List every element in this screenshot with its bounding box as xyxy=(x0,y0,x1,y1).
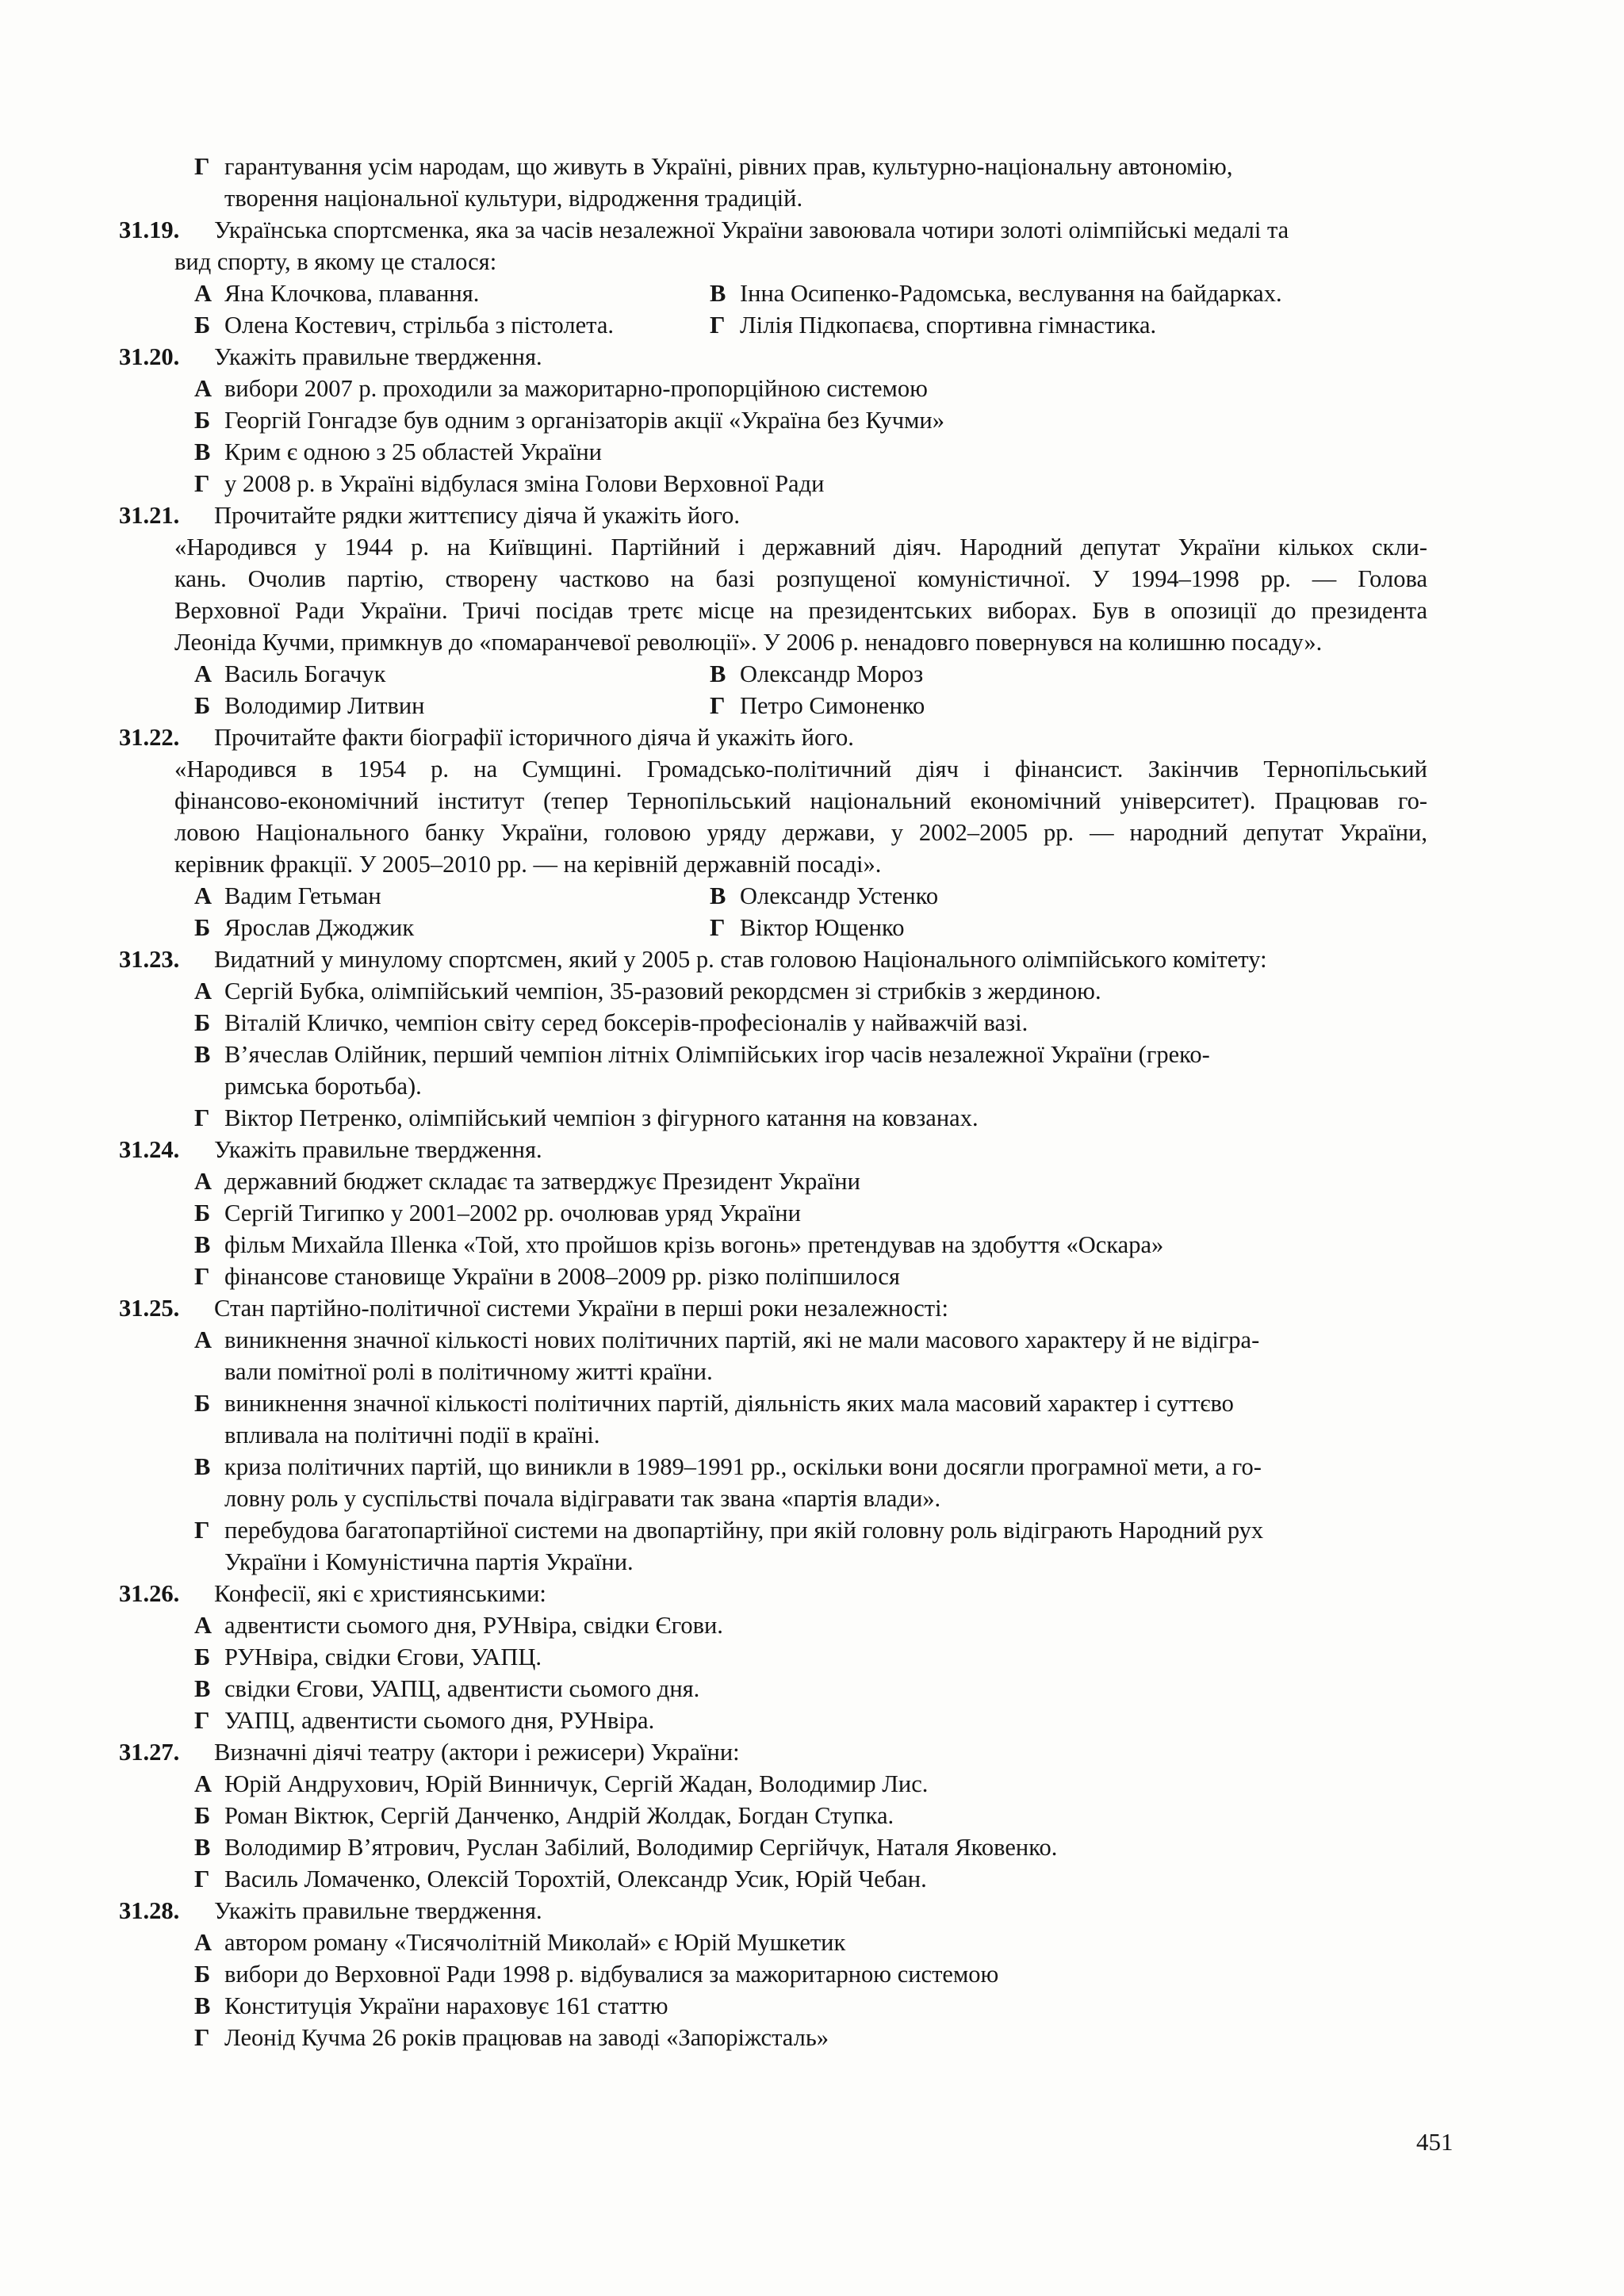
quote-line: «Народився у 1944 р. на Київщині. Партійний і державний діяч. Народний депутат України кількох скли- xyxy=(174,534,1427,561)
option-text: гарантування усім народам, що живуть в Україні, рівних прав, культурно-національну автономію, xyxy=(224,153,1233,180)
option-letter: В xyxy=(194,1453,211,1480)
question-number: 31.28. xyxy=(119,1897,180,1924)
option-letter: А xyxy=(194,1326,213,1353)
option-letter: Б xyxy=(194,1390,211,1417)
option-letter: А xyxy=(194,660,213,687)
option-item xyxy=(119,975,1427,1007)
quote-line: керівник фракції. У 2005–2010 рр. — на керівній державній посаді». xyxy=(174,851,882,878)
question-number: 31.20. xyxy=(119,343,180,370)
option-text: Сергій Бубка, олімпійський чемпіон, 35-разовий рекордсмен зі стрибків з жердиною. xyxy=(224,978,1101,1004)
question-text: Видатний у минулому спортсмен, який у 2005 р. став головою Національного олімпійського комітету: xyxy=(214,946,1267,973)
option-text-cont: України і Комуністична партія України. xyxy=(224,1548,634,1575)
option-item xyxy=(119,436,1427,468)
option-row xyxy=(119,309,1427,341)
intro-option xyxy=(119,151,1427,182)
option-letter: А xyxy=(194,375,213,402)
question-31-26 xyxy=(119,1578,1427,1609)
option-letter: Г xyxy=(710,692,726,719)
option-item xyxy=(119,1927,1427,1958)
option-item xyxy=(119,1768,1427,1800)
option-item xyxy=(119,1229,1427,1261)
question-text-cont: вид спорту, в якому це сталося: xyxy=(174,248,497,275)
option-text: Василь Богачук xyxy=(224,660,386,687)
option-item xyxy=(119,1514,1427,1546)
option-row xyxy=(119,912,1427,943)
question-number: 31.23. xyxy=(119,946,180,973)
option-letter: А xyxy=(194,1770,213,1797)
option-item xyxy=(119,1387,1427,1419)
question-text: Прочитайте рядки життєпису діяча й укажіть його. xyxy=(214,502,741,529)
option-item xyxy=(119,1641,1427,1673)
option-text: В’ячеслав Олійник, перший чемпіон літніх Олімпійських ігор часів незалежної України (греко- xyxy=(224,1041,1210,1068)
option-letter: В xyxy=(194,438,211,465)
question-31-22 xyxy=(119,721,1427,753)
option-row xyxy=(119,658,1427,690)
option-text: Віталій Кличко, чемпіон світу серед боксерів-професіоналів у найважчій вазі. xyxy=(224,1009,1028,1036)
option-letter: Б xyxy=(194,312,211,339)
option-text: Георгій Гонгадзе був одним з організаторів акції «Україна без Кучми» xyxy=(224,407,944,434)
option-text-cont: впливала на політичні події в країні. xyxy=(224,1422,600,1448)
question-text: Укажіть правильне твердження. xyxy=(214,343,542,370)
question-text: Прочитайте факти біографії історичного діяча й укажіть його. xyxy=(214,724,854,751)
option-item xyxy=(119,1197,1427,1229)
option-text: Василь Ломаченко, Олексій Торохтій, Олександр Усик, Юрій Чебан. xyxy=(224,1866,927,1892)
option-text: РУНвіра, свідки Єгови, УАПЦ. xyxy=(224,1644,542,1670)
option-item xyxy=(119,1863,1427,1895)
biography-quote xyxy=(119,753,1427,880)
option-text: Володимир В’ятрович, Руслан Забілий, Володимир Сергійчук, Наталя Яковенко. xyxy=(224,1834,1058,1861)
option-letter: Г xyxy=(710,312,726,339)
option-item xyxy=(119,1007,1427,1039)
question-text: Визначні діячі театру (актори і режисери) України: xyxy=(214,1739,740,1766)
option-text: Олександр Устенко xyxy=(740,882,939,909)
quote-line: Леоніда Кучми, примкнув до «помаранчевої революції». У 2006 р. ненадовго повернувся на колишню посаду». xyxy=(174,629,1323,656)
option-text: Леонід Кучма 26 років працював на заводі «Запоріжсталь» xyxy=(224,2024,829,2051)
option-letter: Г xyxy=(194,1866,210,1892)
quote-line: кань. Очолив партію, створену частково на базі розпущеної комуністичної. У 1994–1998 рр. — Голова xyxy=(174,565,1427,592)
quote-line: «Народився в 1954 р. на Сумщині. Громадсько-політичний діяч і фінансист. Закінчив Тернопільський xyxy=(174,756,1427,783)
option-item xyxy=(119,1831,1427,1863)
option-text: Інна Осипенко-Радомська, веслування на байдарках. xyxy=(740,280,1282,307)
option-text: фільм Михайла Illенка «Той, хто пройшов крізь вогонь» претендував на здобуття «Оскара» xyxy=(224,1231,1164,1258)
option-text: Конституція України нараховує 161 статтю xyxy=(224,1992,668,2019)
option-letter: Г xyxy=(194,470,210,497)
option-item xyxy=(119,1705,1427,1736)
option-text: Вадим Гетьман xyxy=(224,882,381,909)
option-letter: В xyxy=(710,882,726,909)
option-item xyxy=(119,1102,1427,1134)
option-letter: А xyxy=(194,1612,213,1639)
page-content xyxy=(119,151,1427,2053)
option-item xyxy=(119,1673,1427,1705)
option-text: перебудова багатопартійної системи на двопартійну, при якій головну роль відіграють Народний рух xyxy=(224,1517,1264,1544)
option-item xyxy=(119,2022,1427,2053)
option-item xyxy=(119,373,1427,404)
option-text: Лілія Підкопаєва, спортивна гімнастика. xyxy=(740,312,1157,339)
option-text: фінансове становище України в 2008–2009 рр. різко поліпшилося xyxy=(224,1263,900,1290)
option-letter: В xyxy=(194,1041,211,1068)
option-item xyxy=(119,1609,1427,1641)
question-31-28 xyxy=(119,1895,1427,1927)
option-letter: Г xyxy=(194,1104,210,1131)
option-letter: В xyxy=(194,1992,211,2019)
option-item xyxy=(119,1261,1427,1292)
option-letter: А xyxy=(194,1929,213,1956)
option-letter: Б xyxy=(194,1009,211,1036)
question-text: Конфесії, які є християнськими: xyxy=(214,1580,546,1607)
question-number: 31.26. xyxy=(119,1580,180,1607)
option-text: Ярослав Джоджик xyxy=(224,914,415,941)
question-31-23 xyxy=(119,943,1427,975)
option-letter: Г xyxy=(194,1707,210,1734)
option-text: державний бюджет складає та затверджує Президент України xyxy=(224,1168,860,1195)
option-letter: А xyxy=(194,978,213,1004)
question-31-25 xyxy=(119,1292,1427,1324)
question-text: Укажіть правильне твердження. xyxy=(214,1897,542,1924)
option-text: адвентисти сьомого дня, РУНвіра, свідки Єгови. xyxy=(224,1612,723,1639)
question-31-20 xyxy=(119,341,1427,373)
option-row xyxy=(119,277,1427,309)
option-text: Володимир Литвин xyxy=(224,692,425,719)
option-item xyxy=(119,404,1427,436)
option-text: Юрій Андрухович, Юрій Винничук, Сергій Жадан, Володимир Лис. xyxy=(224,1770,929,1797)
option-text-cont: римська боротьба). xyxy=(224,1073,422,1100)
option-text-cont: ловну роль у суспільстві почала відігравати так звана «партія влади». xyxy=(224,1485,941,1512)
option-letter: Г xyxy=(194,153,210,180)
option-text-cont: творення національної культури, відродження традицій. xyxy=(224,185,803,212)
option-letter: Б xyxy=(194,914,211,941)
option-letter: Г xyxy=(194,2024,210,2051)
option-item xyxy=(119,1451,1427,1483)
option-letter: Б xyxy=(194,692,211,719)
quote-line: Верховної Ради України. Тричі посідав третє місце на президентських виборах. Був в опозиції до президента xyxy=(174,597,1427,624)
option-row xyxy=(119,690,1427,721)
question-number: 31.24. xyxy=(119,1136,180,1163)
option-text: автором роману «Тисячолітній Миколай» є Юрій Мушкетик xyxy=(224,1929,846,1956)
option-text: виникнення значної кількості політичних партій, діяльність яких мала масовий характер і суттєво xyxy=(224,1390,1234,1417)
option-item xyxy=(119,1800,1427,1831)
quote-line: ловою Національного банку України, головою уряду держави, у 2002–2005 рр. — народний депутат України, xyxy=(174,819,1427,846)
option-text: вибори до Верховної Ради 1998 р. відбувалися за мажоритарною системою xyxy=(224,1961,999,1988)
question-text: Укажіть правильне твердження. xyxy=(214,1136,542,1163)
option-text: Віктор Петренко, олімпійський чемпіон з фігурного катання на ковзанах. xyxy=(224,1104,979,1131)
option-text: криза політичних партій, що виникли в 1989–1991 рр., оскільки вони досягли програмної мети, а го- xyxy=(224,1453,1262,1480)
option-letter: А xyxy=(194,1168,213,1195)
option-item xyxy=(119,1958,1427,1990)
option-letter: Б xyxy=(194,1644,211,1670)
question-text: Українська спортсменка, яка за часів незалежної України завоювала чотири золоті олімпійські медалі та xyxy=(214,216,1289,243)
option-text: Олександр Мороз xyxy=(740,660,924,687)
option-text: Віктор Ющенко xyxy=(740,914,905,941)
option-letter: Б xyxy=(194,1802,211,1829)
option-text: Олена Костевич, стрільба з пістолета. xyxy=(224,312,614,339)
option-text: Крим є одною з 25 областей України xyxy=(224,438,602,465)
option-item xyxy=(119,468,1427,499)
option-row xyxy=(119,880,1427,912)
option-letter: Б xyxy=(194,407,211,434)
question-number: 31.22. xyxy=(119,724,180,751)
option-letter: В xyxy=(710,660,726,687)
option-letter: Б xyxy=(194,1961,211,1988)
option-text: Роман Віктюк, Сергій Данченко, Андрій Жолдак, Богдан Ступка. xyxy=(224,1802,894,1829)
option-item xyxy=(119,1324,1427,1356)
option-letter: Г xyxy=(710,914,726,941)
option-item xyxy=(119,1990,1427,2022)
option-item xyxy=(119,1039,1427,1070)
option-letter: В xyxy=(194,1834,211,1861)
option-letter: В xyxy=(194,1675,211,1702)
question-31-24 xyxy=(119,1134,1427,1165)
question-31-19 xyxy=(119,214,1427,246)
question-number: 31.25. xyxy=(119,1295,180,1322)
option-text-cont: вали помітної ролі в політичному житті країни. xyxy=(224,1358,713,1385)
question-31-21 xyxy=(119,499,1427,531)
biography-quote xyxy=(119,531,1427,658)
question-text: Стан партійно-політичної системи України в перші роки незалежності: xyxy=(214,1295,949,1322)
option-text: у 2008 р. в Україні відбулася зміна Голови Верховної Ради xyxy=(224,470,825,497)
option-letter: В xyxy=(194,1231,211,1258)
option-letter: А xyxy=(194,882,213,909)
option-letter: Г xyxy=(194,1517,210,1544)
question-number: 31.21. xyxy=(119,502,180,529)
option-text: Яна Клочкова, плавання. xyxy=(224,280,480,307)
option-letter: В xyxy=(710,280,726,307)
option-text: Петро Симоненко xyxy=(740,692,925,719)
option-text: виникнення значної кількості нових політичних партій, які не мали масового характеру й не відігра- xyxy=(224,1326,1260,1353)
question-31-27 xyxy=(119,1736,1427,1768)
question-number: 31.27. xyxy=(119,1739,180,1766)
option-letter: Б xyxy=(194,1200,211,1226)
option-text: вибори 2007 р. проходили за мажоритарно-пропорційною системою xyxy=(224,375,928,402)
option-text: УАПЦ, адвентисти сьомого дня, РУНвіра. xyxy=(224,1707,655,1734)
option-letter: А xyxy=(194,280,213,307)
option-letter: Г xyxy=(194,1263,210,1290)
page-number: 451 xyxy=(1416,2128,1454,2156)
question-number: 31.19. xyxy=(119,216,180,243)
option-text: свідки Єгови, УАПЦ, адвентисти сьомого дня. xyxy=(224,1675,700,1702)
option-item xyxy=(119,1165,1427,1197)
option-text: Сергій Тигипко у 2001–2002 рр. очолював уряд України xyxy=(224,1200,801,1226)
quote-line: фінансово-економічний інститут (тепер Тернопільський національний економічний університет). Працював го- xyxy=(174,787,1427,814)
